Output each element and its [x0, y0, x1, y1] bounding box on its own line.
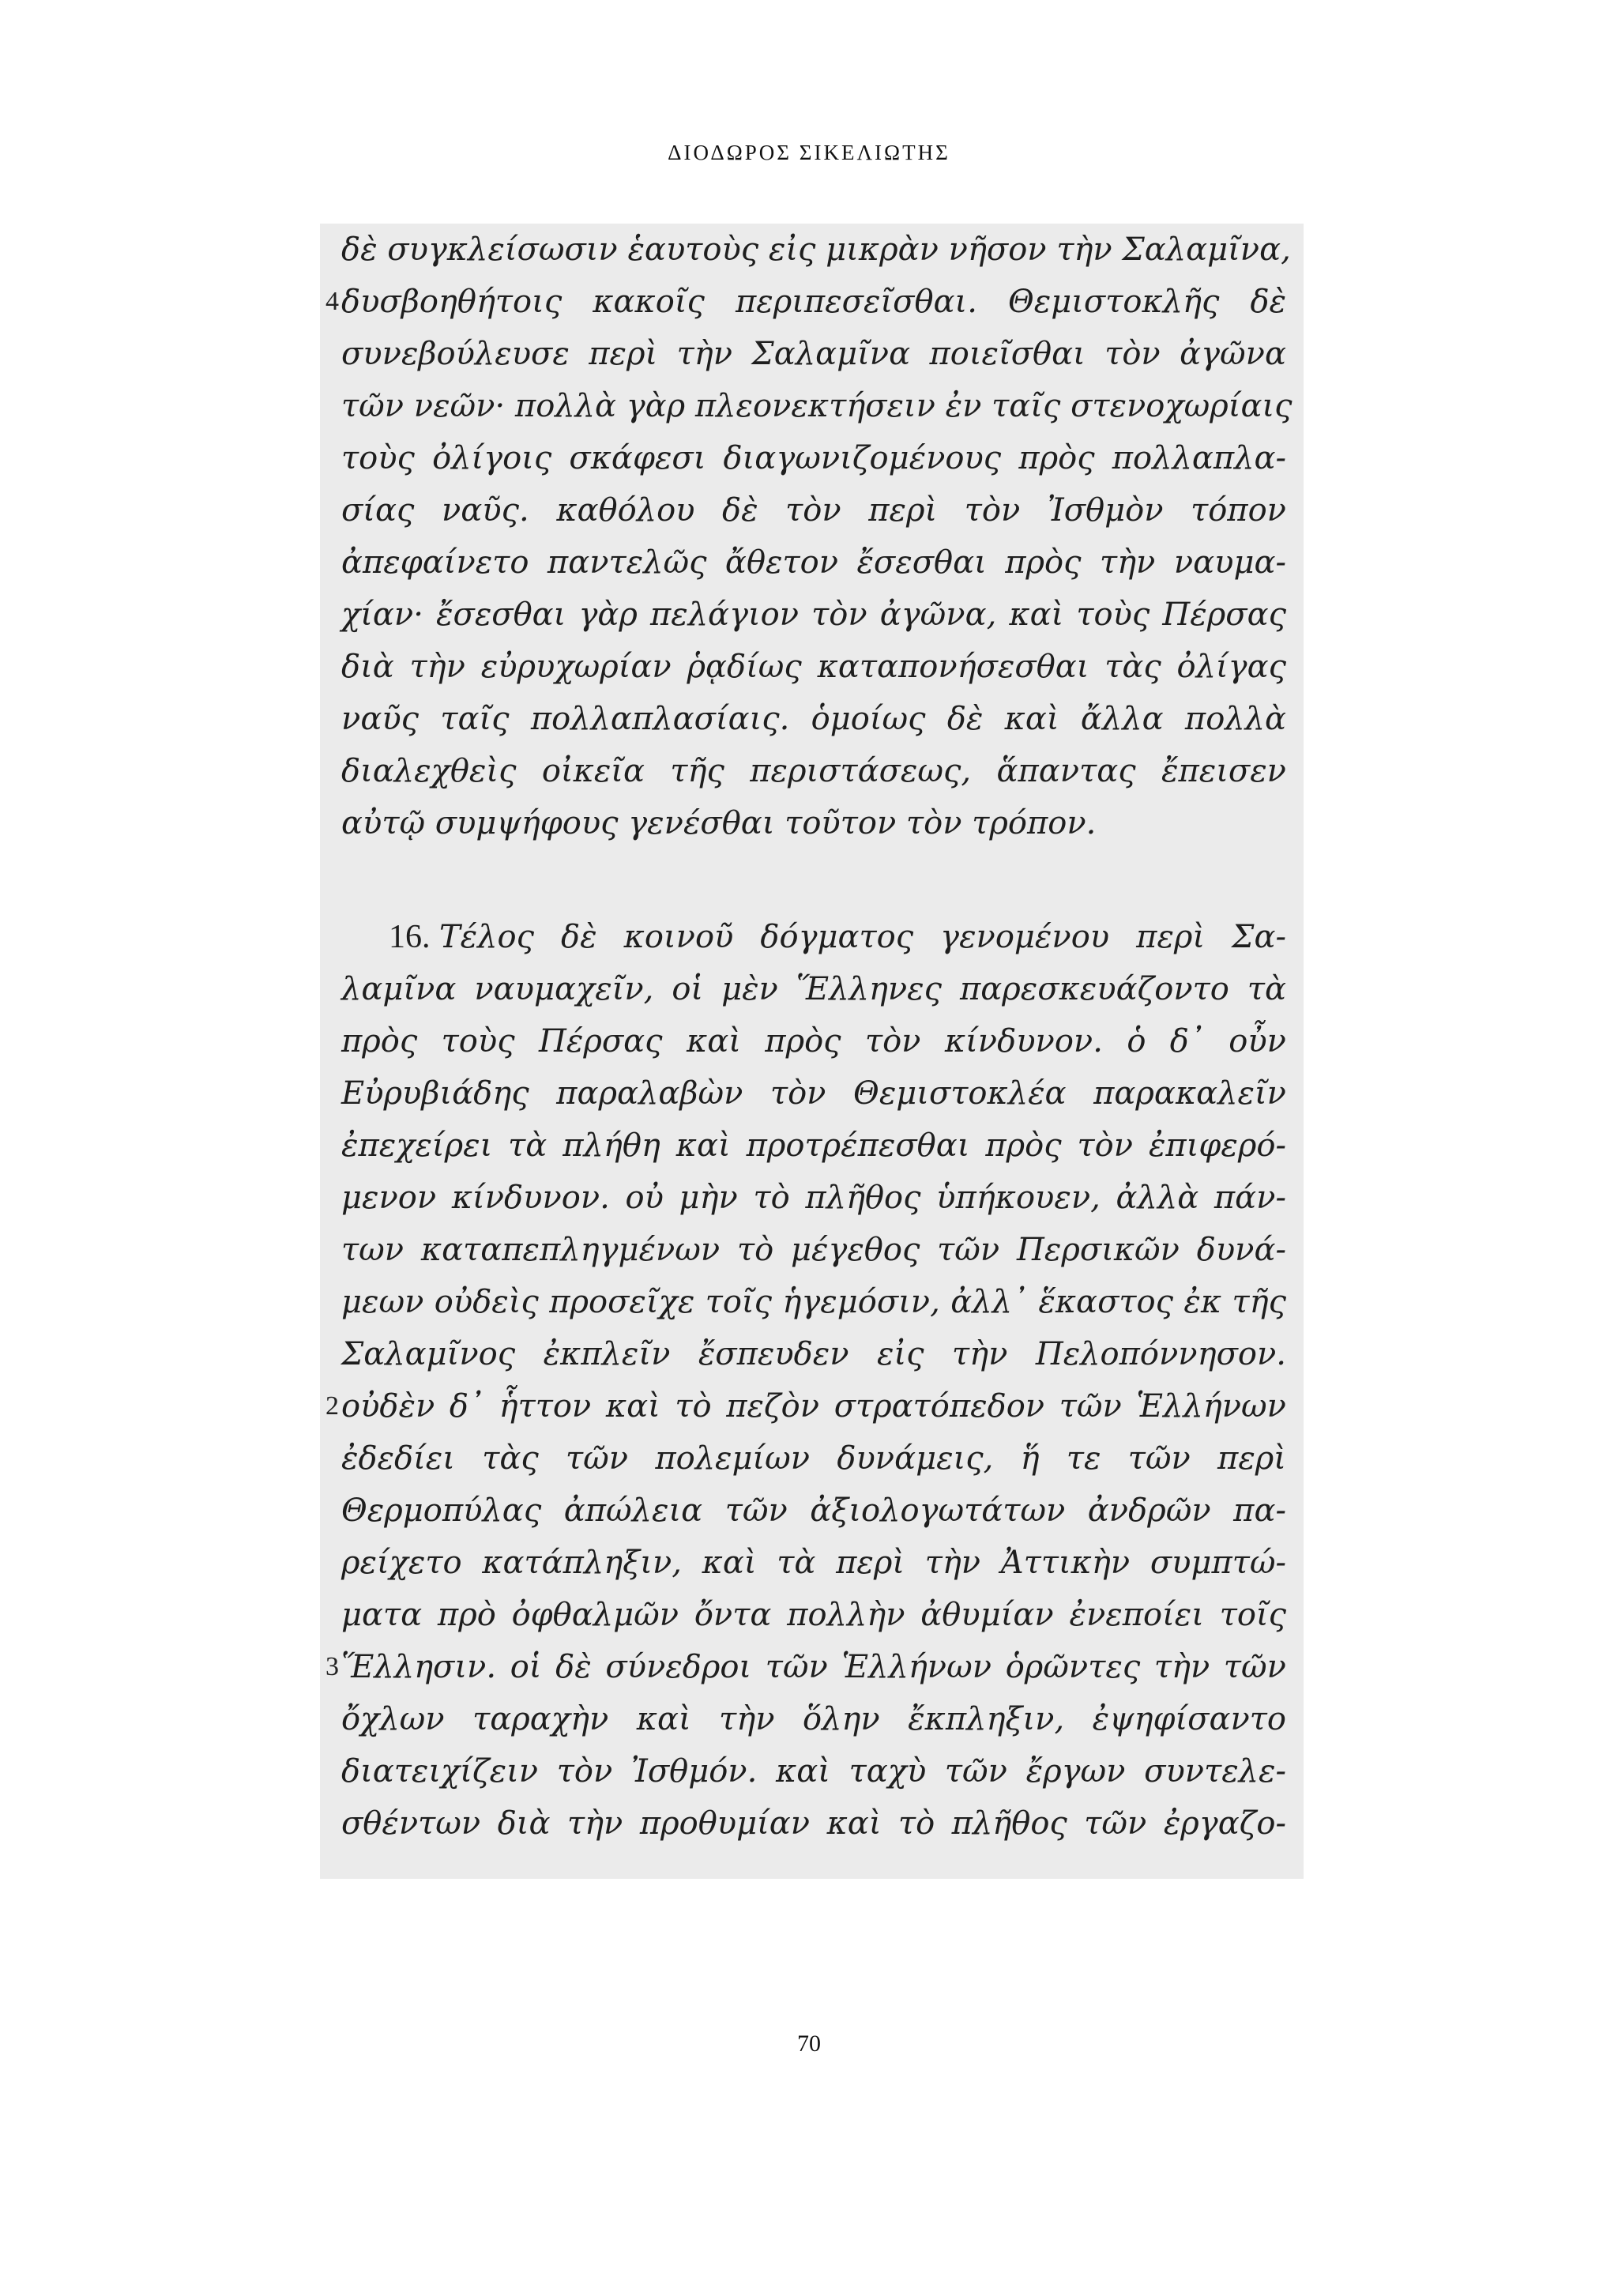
text-line: Εὐρυβιάδης παραλαβὼν τὸν Θεμιστοκλέα παρακαλεῖν — [341, 1075, 1286, 1112]
text-line: ματα πρὸ ὀφθαλμῶν ὄντα πολλὴν ἀθυμίαν ἐνεποίει τοῖς — [341, 1597, 1286, 1633]
text-line: ἀπεφαίνετο παντελῶς ἄθετον ἔσεσθαι πρὸς τὴν ναυμα- — [341, 544, 1286, 581]
text-line: δυσβοηθήτοις κακοῖς περιπεσεῖσθαι. Θεμιστοκλῆς δὲ — [341, 284, 1286, 320]
text-line: σθέντων διὰ τὴν προθυμίαν καὶ τὸ πλῆθος τῶν ἐργαζο- — [341, 1805, 1286, 1842]
text-line: χίαν· ἔσεσθαι γὰρ πελάγιον τὸν ἀγῶνα, καὶ τοὺς Πέρσας — [341, 597, 1286, 633]
text-line: συνεβούλευσε περὶ τὴν Σαλαμῖνα ποιεῖσθαι τὸν ἀγῶνα — [341, 336, 1286, 372]
text-line: ναῦς ταῖς πολλαπλασίαις. ὁμοίως δὲ καὶ ἄλλα πολλὰ — [341, 701, 1286, 737]
text-line: των καταπεπληγμένων τὸ μέγεθος τῶν Περσικῶν δυνά- — [341, 1232, 1286, 1268]
text-line: μενον κίνδυνον. οὐ μὴν τὸ πλῆθος ὑπήκουεν, ἀλλὰ πάν- — [341, 1180, 1286, 1216]
page-number: 70 — [797, 2031, 821, 2057]
text-line: τοὺς ὀλίγοις σκάφεσι διαγωνιζομένους πρὸς πολλαπλα- — [341, 440, 1286, 476]
text-line: ὄχλων ταραχὴν καὶ τὴν ὅλην ἔκπληξιν, ἐψηφίσαντο — [341, 1701, 1286, 1737]
text-line: Θερμοπύλας ἀπώλεια τῶν ἀξιολογωτάτων ἀνδρῶν πα- — [341, 1492, 1286, 1529]
margin-section-number: 4 — [325, 287, 339, 316]
running-title: ΔΙΟΔΩΡΟΣ ΣΙΚΕΛΙΩΤΗΣ — [668, 141, 950, 164]
text-line: σίας ναῦς. καθόλου δὲ τὸν περὶ τὸν Ἰσθμὸν τόπον — [341, 492, 1286, 529]
text-line: πρὸς τοὺς Πέρσας καὶ πρὸς τὸν κίνδυνον. ὁ δ᾽ οὖν — [341, 1023, 1286, 1060]
text-line: διατειχίζειν τὸν Ἰσθμόν. καὶ ταχὺ τῶν ἔργων συντελε- — [341, 1753, 1286, 1790]
text-line: Τέλος δὲ κοινοῦ δόγματος γενομένου περὶ Σα- — [439, 919, 1286, 955]
chapter-first-line — [340, 911, 1286, 963]
text-line: Ἕλλησιν. οἱ δὲ σύνεδροι τῶν Ἑλλήνων ὁρῶντες τὴν τῶν — [341, 1649, 1286, 1685]
text-line: διὰ τὴν εὐρυχωρίαν ῥᾳδίως καταπονήσεσθαι τὰς ὀλίγας — [341, 649, 1286, 685]
text-line: ἐδεδίει τὰς τῶν πολεμίων δυνάμεις, ἥ τε τῶν περὶ — [341, 1440, 1286, 1477]
text-line: δὲ συγκλείσωσιν ἑαυτοὺς εἰς μικρὰν νῆσον τὴν Σαλαμῖνα, — [341, 231, 1291, 268]
margin-section-number: 3 — [325, 1652, 339, 1681]
text-line: λαμῖνα ναυμαχεῖν, οἱ μὲν Ἕλληνες παρεσκευάζοντο τὰ — [341, 971, 1286, 1007]
text-line: διαλεχθεὶς οἰκεῖα τῆς περιστάσεως, ἅπαντας ἔπεισεν — [341, 753, 1286, 789]
margin-section-number: 2 — [325, 1391, 339, 1421]
text-line: ρείχετο κατάπληξιν, καὶ τὰ περὶ τὴν Ἀττικὴν συμπτώ- — [341, 1545, 1286, 1581]
text-line: ἐπεχείρει τὰ πλήθη καὶ προτρέπεσθαι πρὸς τὸν ἐπιφερό- — [341, 1127, 1286, 1164]
text-line: Σαλαμῖνος ἐκπλεῖν ἔσπευδεν εἰς τὴν Πελοπόννησον. — [341, 1336, 1286, 1372]
text-line: τῶν νεῶν· πολλὰ γὰρ πλεονεκτήσειν ἐν ταῖς στενοχωρίαις — [341, 388, 1293, 424]
chapter-number: 16. — [389, 919, 431, 955]
text-line: αὐτῷ συμψήφους γενέσθαι τοῦτον τὸν τρόπον. — [341, 805, 1097, 841]
text-line: οὐδὲν δ᾽ ἧττον καὶ τὸ πεζὸν στρατόπεδον τῶν Ἑλλήνων — [341, 1388, 1286, 1425]
text-line: μεων οὐδεὶς προσεῖχε τοῖς ἡγεμόσιν, ἀλλ᾽ ἕκαστος ἐκ τῆς — [341, 1284, 1286, 1320]
